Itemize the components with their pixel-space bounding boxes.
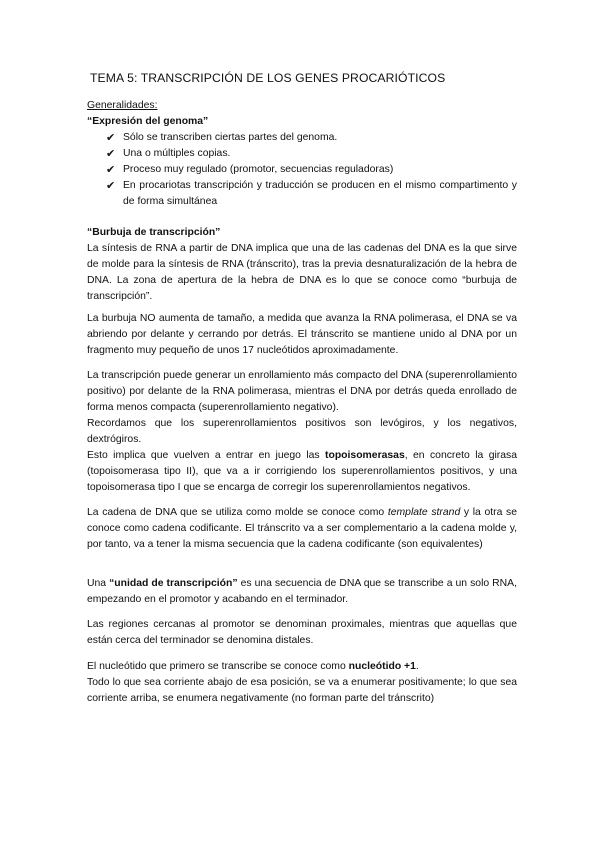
nucleotido-term: nucleótido +1 (348, 661, 416, 672)
text-run: es una secuencia de DNA que se transcribe a un solo RNA, empezando en el promotor y acabando en el terminador. (87, 578, 518, 605)
list-item-text: Proceso muy regulado (promotor, secuencias reguladoras) (123, 164, 394, 175)
paragraph-text (87, 659, 517, 675)
paragraph-text: Recordamos que los superenrollamientos positivos son levógiros, y los negativos, dextrógiros. (87, 418, 517, 445)
page-title: TEMA 5: TRANSCRIPCIÓN DE LOS GENES PROCARIÓTICOS (90, 71, 446, 85)
text-run: Esto implica que vuelven a entrar en juego las (87, 450, 326, 461)
text-run: y la otra se conoce como cadena codificante. El tránscrito va a ser complementario a la cadena molde y, por tanto, va a tener la misma secuencia que la cadena codificante (son equivalentes) (87, 507, 517, 550)
burbuja-paragraph-2 (87, 311, 517, 359)
generalidades-section (87, 98, 517, 210)
template-strand-term: template strand (387, 507, 461, 518)
paragraph-text: La transcripción puede generar un enrollamiento más compacto del DNA (superenrollamiento positivo) por delante de la RNA polimerasa, mientras el DNA por detrás queda enrollado de forma menos compacta (superenrollamiento negativo). (87, 370, 517, 413)
text-run: , en concreto la girasa (topoisomerasa tipo II), que va a ir corrigiendo los superenrollamientos positivos, y una topoisomerasa tipo I que se encarga de corregir los superenrollamientos negativos. (87, 450, 518, 493)
list-item-text: Sólo se transcriben ciertas partes del genoma. (123, 132, 338, 143)
paragraph-text: La síntesis de RNA a partir de DNA implica que una de las cadenas del DNA es la que sirve de molde para la síntesis de RNA (tránscrito), tras la previa desnaturalización de la hebra de DNA. La zona de apertura de la hebra de DNA es lo que se conoce como “burbuja de transcripción”. (87, 243, 517, 302)
burbuja-paragraph-1 (87, 241, 517, 305)
check-icon: ✔ (106, 164, 116, 176)
check-icon: ✔ (106, 148, 116, 160)
list-item (104, 130, 517, 146)
unidad-term: “unidad de transcripción” (109, 578, 238, 589)
text-run: . (415, 661, 419, 672)
list-item-text: Una o múltiples copias. (123, 148, 231, 159)
paragraph-text (87, 576, 517, 608)
nucleotido-paragraph (87, 659, 517, 707)
text-run: El nucleótido que primero se transcribe se conoce como (87, 661, 349, 672)
checklist (104, 130, 517, 210)
unidad-paragraph (87, 576, 517, 608)
list-item (104, 146, 517, 162)
expresion-genoma-heading: “Expresión del genoma” (87, 116, 209, 127)
paragraph-text (87, 505, 517, 553)
list-item (104, 178, 517, 210)
topoisomerasas-paragraph (87, 448, 517, 496)
burbuja-paragraph-3 (87, 368, 517, 496)
regiones-paragraph (87, 617, 517, 649)
paragraph-text: Las regiones cercanas al promotor se denominan proximales, mientras que aquellas que están cerca del terminador se denomina distales. (87, 619, 517, 646)
paragraph-text: Todo lo que sea corriente abajo de esa posición, se va a enumerar positivamente; lo que sea corriente arriba, se enumera negativamente (no forman parte del tránscrito) (87, 677, 517, 704)
generalidades-heading: Generalidades: (87, 100, 158, 111)
check-icon: ✔ (106, 180, 116, 192)
burbuja-title: “Burbuja de transcripción” (87, 227, 221, 238)
check-icon: ✔ (106, 132, 116, 144)
paragraph-text: La burbuja NO aumenta de tamaño, a medida que avanza la RNA polimerasa, el DNA se va abriendo por delante y cerrando por detrás. El tránscrito se mantiene unido al DNA por un fragmento muy pequeño de unos 17 nucleótidos aproximadamente. (87, 313, 517, 356)
text-run: Una (87, 578, 110, 589)
topoisomerasas-term: topoisomerasas (325, 450, 405, 461)
burbuja-heading (87, 225, 517, 241)
text-run: La cadena de DNA que se utiliza como molde se conoce como (87, 507, 388, 518)
cadena-paragraph (87, 505, 517, 553)
list-item (104, 162, 517, 178)
list-item-text: En procariotas transcripción y traducción se producen en el mismo compartimento y de forma simultánea (123, 180, 517, 207)
